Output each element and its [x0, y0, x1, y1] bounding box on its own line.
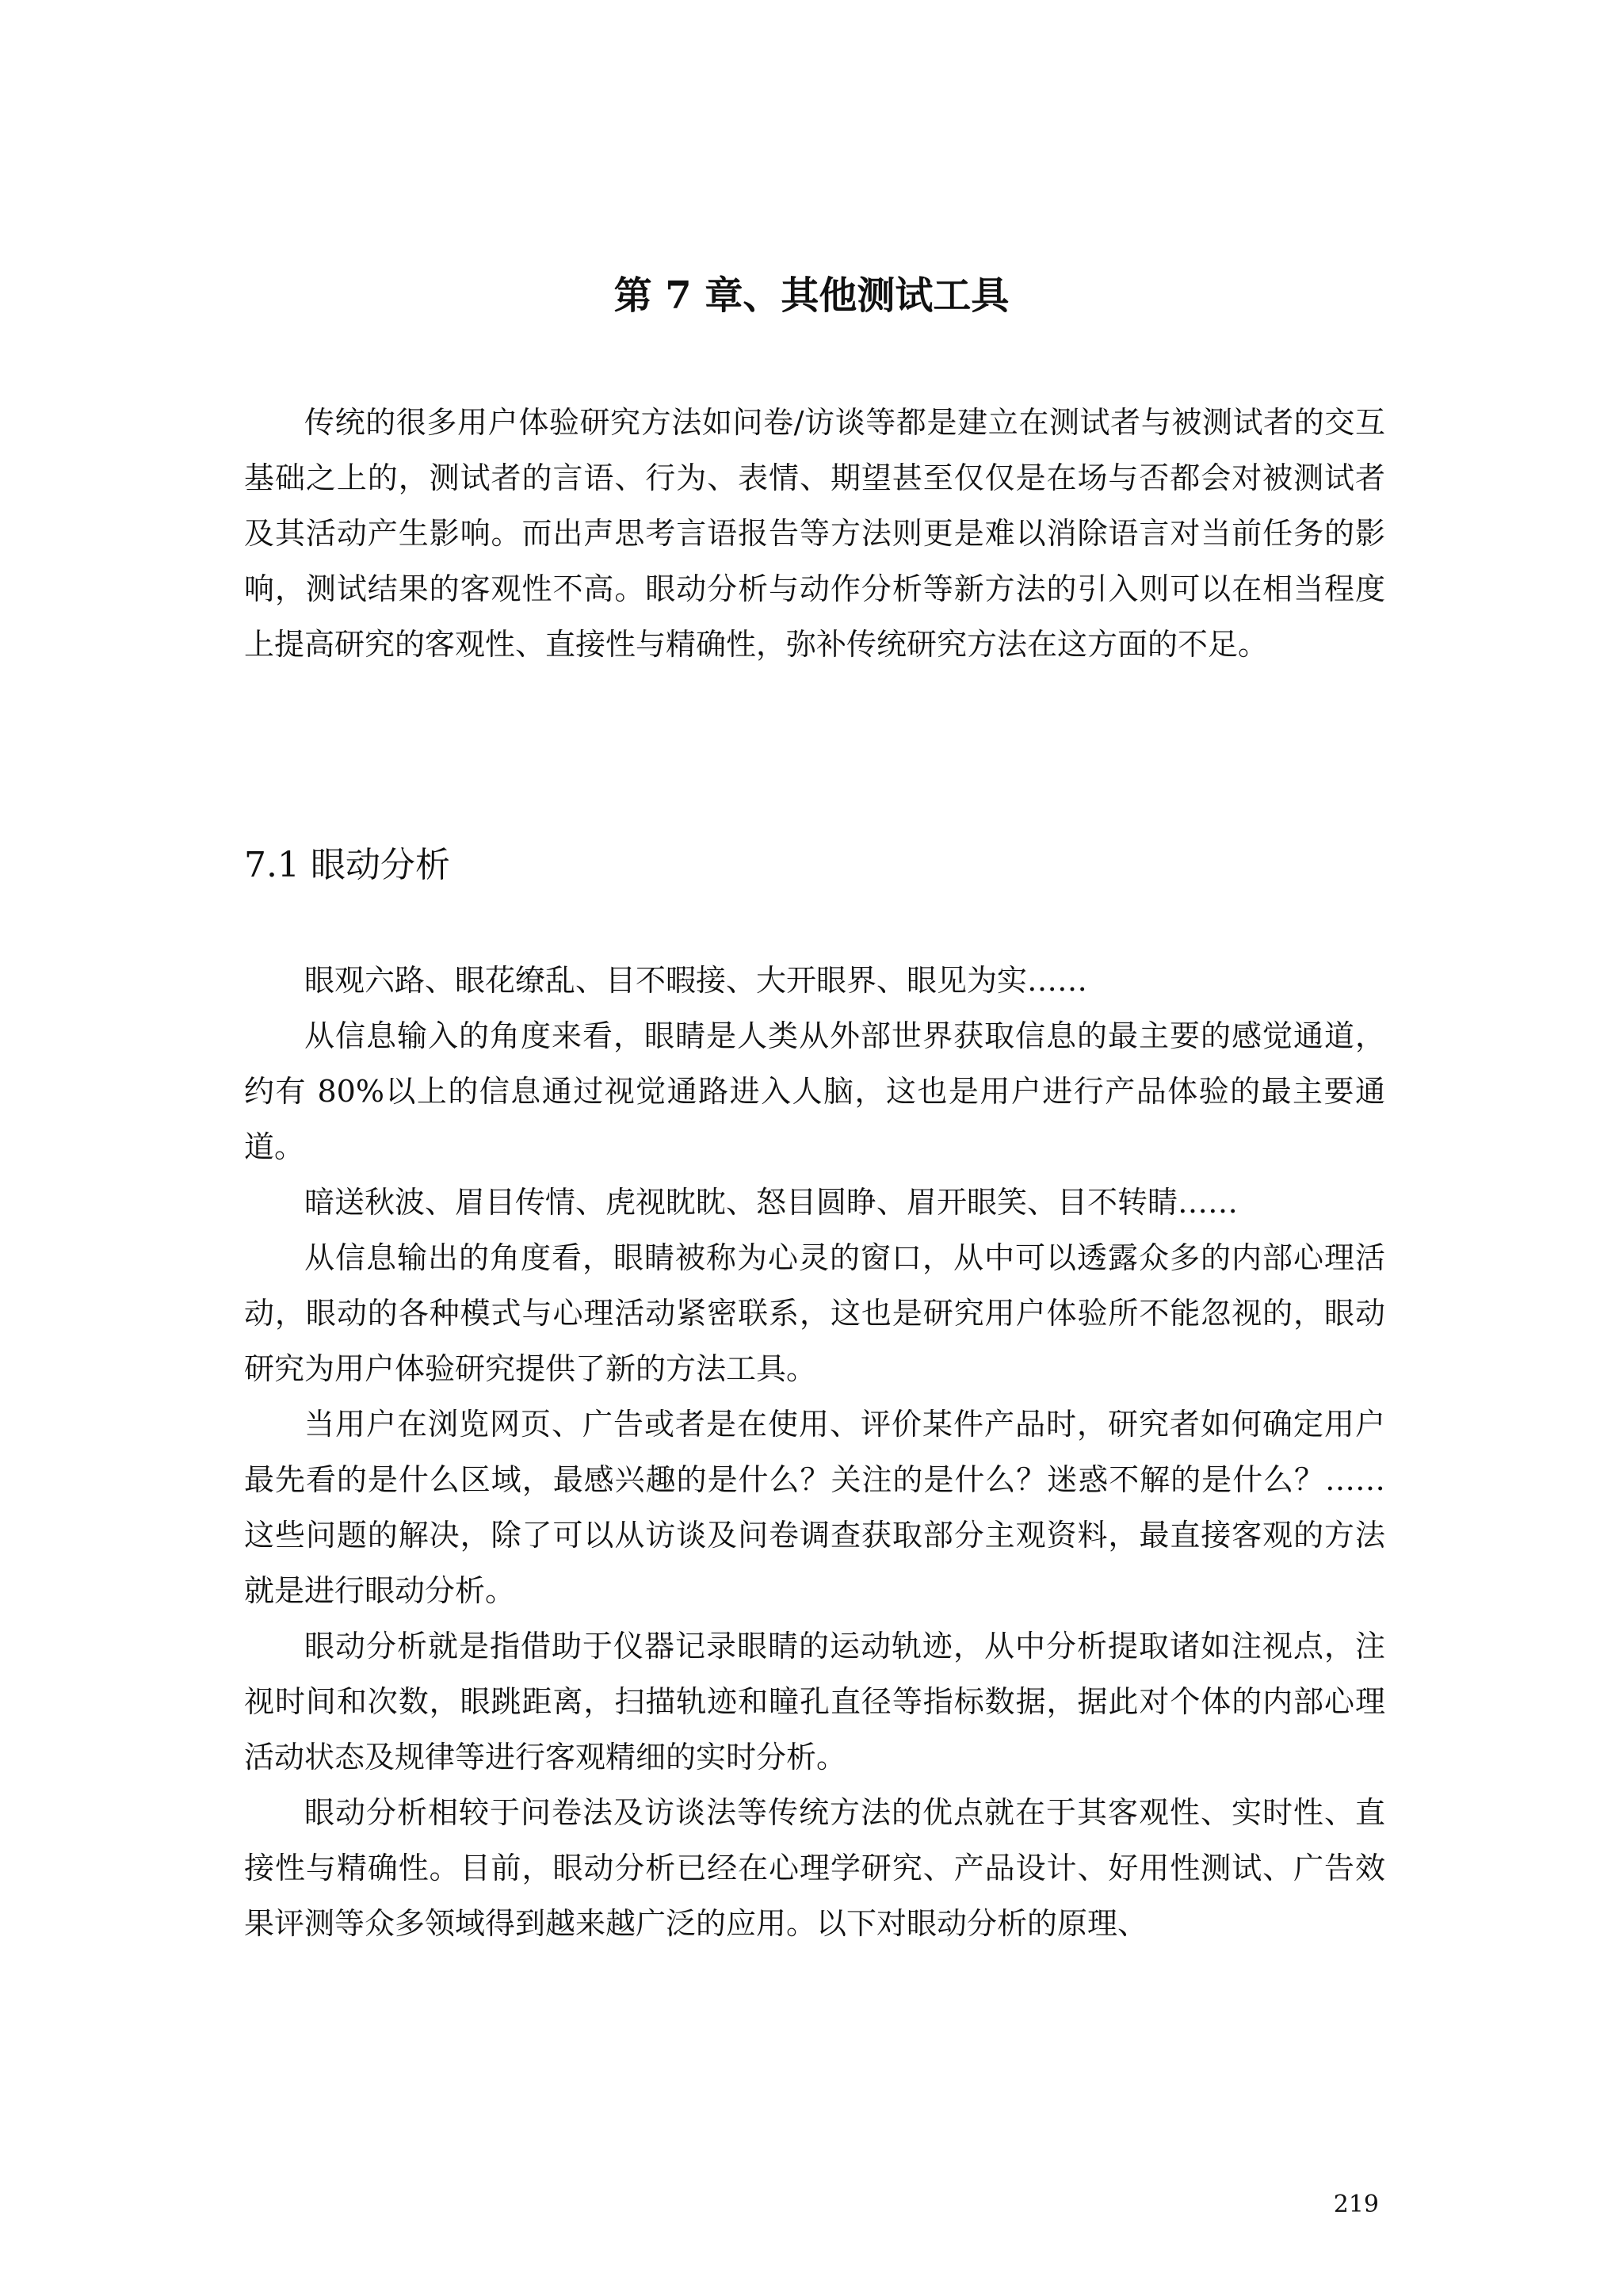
paragraph: 当用户在浏览网页、广告或者是在使用、评价某件产品时，研究者如何确定用户最先看的是什么区域，最感兴趣的是什么？关注的是什么？迷惑不解的是什么？……这些问题的解决，除了可以从访谈及问卷调查获取部分主观资料，最直接客观的方法就是进行眼动分析。 — [244, 1407, 1385, 1608]
intro-paragraph: 传统的很多用户体验研究方法如问卷/访谈等都是建立在测试者与被测试者的交互基础之上的，测试者的言语、行为、表情、期望甚至仅仅是在场与否都会对被测试者及其活动产生影响。而出声思考言语报告等方法则更是难以消除语言对当前任务的影响，测试结果的客观性不高。眼动分析与动作分析等新方法的引入则可以在相当程度上提高研究的客观性、直接性与精确性，弥补传统研究方法在这方面的不足。 — [244, 405, 1385, 662]
paragraph: 从信息输入的角度来看，眼睛是人类从外部世界获取信息的最主要的感觉通道，约有 80%以上的信息通过视觉通路进入人脑，这也是用户进行产品体验的最主要通道。 — [244, 1018, 1385, 1164]
intro-block — [244, 395, 1385, 672]
page-number: 219 — [1333, 2191, 1379, 2218]
paragraph: 从信息输出的角度看，眼睛被称为心灵的窗口，从中可以透露众多的内部心理活动，眼动的各种模式与心理活动紧密联系，这也是研究用户体验所不能忽视的，眼动研究为用户体验研究提供了新的方法工具。 — [244, 1240, 1385, 1386]
paragraph: 眼观六路、眼花缭乱、目不暇接、大开眼界、眼见为实…… — [304, 963, 1088, 998]
paragraph: 暗送秋波、眉目传情、虎视眈眈、怒目圆睁、眉开眼笑、目不转睛…… — [304, 1185, 1239, 1220]
chapter-title: 第 7 章、其他测试工具 — [613, 273, 1010, 318]
paragraph: 眼动分析相较于问卷法及访谈法等传统方法的优点就在于其客观性、实时性、直接性与精确性。目前，眼动分析已经在心理学研究、产品设计、好用性测试、广告效果评测等众多领域得到越来越广泛的应用。以下对眼动分析的原理、 — [244, 1795, 1385, 1941]
section-body — [244, 953, 1385, 1951]
paragraph: 眼动分析就是指借助于仪器记录眼睛的运动轨迹，从中分析提取诸如注视点，注视时间和次数，眼跳距离，扫描轨迹和瞳孔直径等指标数据，据此对个体的内部心理活动状态及规律等进行客观精细的实时分析。 — [244, 1629, 1385, 1775]
section-heading: 7.1 眼动分析 — [244, 845, 450, 885]
